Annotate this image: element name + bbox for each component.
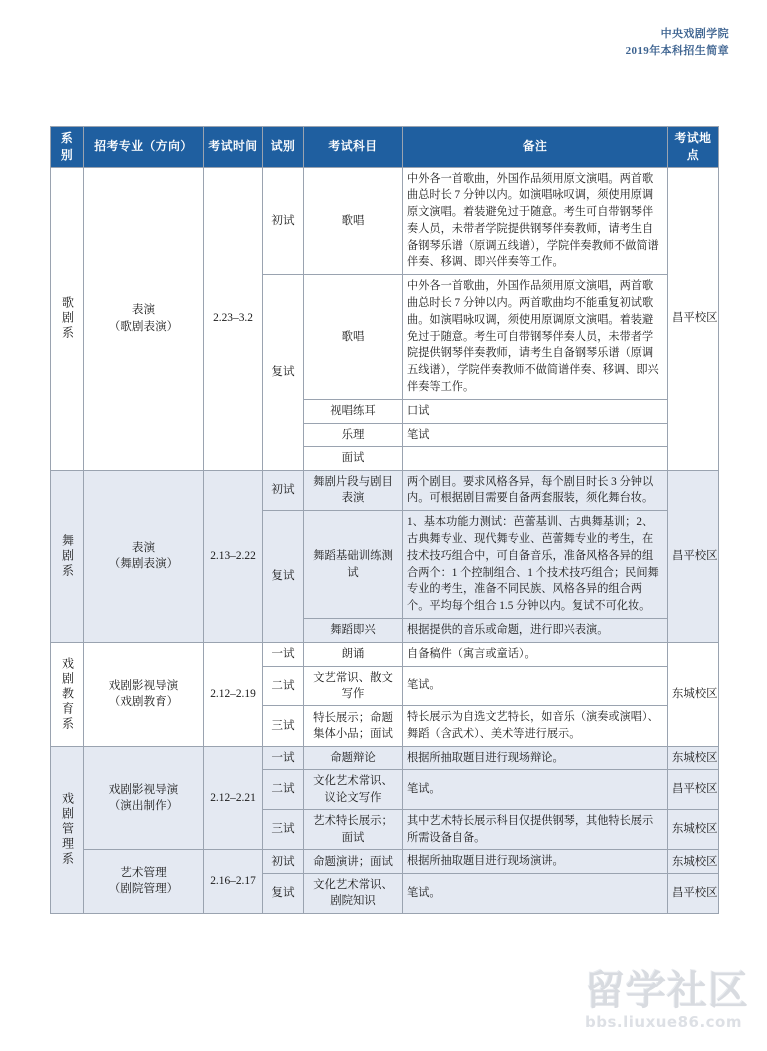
cell-remarks: 笔试。 [403,666,668,705]
cell-location: 东城校区 [668,850,719,874]
table-body [51,167,719,913]
cell-major [84,642,204,746]
cell-remarks: 根据所抽取题目进行现场辩论。 [403,746,668,770]
table-row [51,746,719,770]
major-line-2: （剧院管理） [108,882,179,896]
major-line-1: 表演 [131,540,156,554]
watermark-brand: 留学社区 [585,968,749,1014]
cell-remarks: 其中艺术特长展示科目仅提供钢琴，其他特长展示所需设备自备。 [403,809,668,850]
cell-subject: 朗诵 [304,642,403,666]
table-row [51,850,719,874]
cell-major [84,167,204,470]
major-line-1: 艺术管理 [120,865,167,879]
major-line-2: （戏剧教育） [108,695,179,709]
major-line-1: 戏剧影视导演 [108,678,179,692]
cell-remarks: 中外各一首歌曲，外国作品须用原文演唱。两首歌曲总时长 7 分钟以内。如演唱咏叹调，须使用原调原文演唱。着装避免过于随意。考生可自带钢琴伴奏人员，未带者学院提供钢琴伴奏教师，请考生自备钢琴乐谱（原调五线谱），学院伴奏教师不做简谱伴奏、移调、即兴伴奏等工作。 [403,167,668,275]
cell-major [84,746,204,850]
cell-remarks: 根据提供的音乐或命题，进行即兴表演。 [403,619,668,643]
cell-location: 东城校区 [668,746,719,770]
cell-remarks: 1、基本功能力测试：芭蕾基训、古典舞基训；2、古典舞专业、现代舞专业、芭蕾舞专业的考生，在技术技巧组合中，可自备音乐，准备风格各异的组合两个：1 个控制组合、1 个技术技巧组合；民间舞专业的考生，准备不同民族、风格各异的组合两个。平均每个组合 1.5 分钟以内。复试不可化妆。 [403,511,668,619]
cell-round: 一试 [263,642,304,666]
cell-exam-time: 2.12–2.21 [204,746,263,850]
cell-subject: 艺术特长展示；面试 [304,809,403,850]
cell-round: 初试 [263,850,304,874]
cell-subject: 文化艺术常识、议论文写作 [304,770,403,809]
major-line-2: （演出制作） [108,798,179,812]
column-header-major: 招考专业（方向） [84,127,204,168]
cell-location: 昌平校区 [668,470,719,642]
cell-department [51,642,84,746]
cell-round: 复试 [263,511,304,643]
cell-subject: 视唱练耳 [304,399,403,423]
institution-name: 中央戏剧学院 [660,28,729,40]
department-label: 戏剧教育系 [60,656,75,732]
cell-exam-time: 2.23–3.2 [204,167,263,470]
department-label: 戏剧管理系 [60,792,75,868]
cell-exam-time: 2.13–2.22 [204,470,263,642]
cell-remarks: 笔试。 [403,874,668,913]
cell-round: 一试 [263,746,304,770]
cell-subject: 命题辩论 [304,746,403,770]
column-header-department: 系别 [51,127,84,168]
cell-subject: 特长展示；命题集体小品；面试 [304,705,403,746]
major-line-2: （歌剧表演） [108,319,179,333]
cell-department [51,167,84,470]
exam-schedule-table [50,126,719,914]
major-line-1: 表演 [131,303,156,317]
cell-round: 三试 [263,809,304,850]
major-line-1: 戏剧影视导演 [108,782,179,796]
cell-round: 复试 [263,874,304,913]
major-line-2: （舞剧表演） [108,557,179,571]
cell-subject: 舞蹈基础训练测试 [304,511,403,619]
cell-subject: 歌唱 [304,275,403,400]
cell-subject: 歌唱 [304,167,403,275]
cell-subject: 文艺常识、散文写作 [304,666,403,705]
cell-major [84,850,204,913]
cell-location: 东城校区 [668,642,719,746]
cell-remarks: 根据所抽取题目进行现场演讲。 [403,850,668,874]
cell-subject: 命题演讲；面试 [304,850,403,874]
column-header-remarks: 备注 [403,127,668,168]
cell-subject: 面试 [304,447,403,470]
cell-remarks [403,447,668,470]
cell-location: 昌平校区 [668,167,719,470]
department-label: 歌剧系 [60,296,75,342]
cell-subject: 文化艺术常识、剧院知识 [304,874,403,913]
exam-schedule-table-wrapper [50,126,718,914]
cell-department [51,470,84,642]
document-title: 2019年本科招生简章 [625,45,729,58]
column-header-round: 试别 [263,127,304,168]
cell-exam-time: 2.12–2.19 [204,642,263,746]
cell-remarks: 特长展示为自选文艺特长，如音乐（演奏或演唱）、舞蹈（含武术）、美术等进行展示。 [403,705,668,746]
column-header-subject: 考试科目 [304,127,403,168]
cell-location: 东城校区 [668,809,719,850]
column-header-location: 考试地点 [668,127,719,168]
page-header [626,26,729,60]
cell-round: 初试 [263,167,304,275]
table-row [51,167,719,275]
table-header-row [51,127,719,168]
cell-remarks: 两个剧目。要求风格各异，每个剧目时长 3 分钟以内。可根据剧目需要自备两套服装，须化舞台妆。 [403,470,668,511]
cell-exam-time: 2.16–2.17 [204,850,263,913]
cell-remarks: 口试 [403,399,668,423]
cell-round: 二试 [263,770,304,809]
table-row [51,470,719,511]
table-row [51,642,719,666]
cell-subject: 乐理 [304,423,403,447]
cell-location: 昌平校区 [668,770,719,809]
cell-remarks: 自备稿件（寓言或童话）。 [403,642,668,666]
cell-round: 初试 [263,470,304,511]
cell-remarks: 中外各一首歌曲，外国作品须用原文演唱，两首歌曲总时长 7 分钟以内。两首歌曲均不能重复初试歌曲。如演唱咏叹调，须使用原调原文演唱。着装避免过于随意。考生可自带钢琴伴奏人员，未带者学院提供钢琴伴奏教师，请考生自备钢琴乐谱（原调五线谱），学院伴奏教师不做简谱伴奏、移调、即兴伴奏等工作。 [403,275,668,400]
cell-location: 昌平校区 [668,874,719,913]
cell-major [84,470,204,642]
site-watermark [585,968,761,1045]
cell-remarks: 笔试 [403,423,668,447]
cell-subject: 舞蹈即兴 [304,619,403,643]
column-header-exam-time: 考试时间 [204,127,263,168]
cell-round: 二试 [263,666,304,705]
cell-department [51,746,84,913]
cell-round: 三试 [263,705,304,746]
cell-subject: 舞剧片段与剧目表演 [304,470,403,511]
watermark-url: bbs.liuxue86.com [585,1013,742,1031]
cell-remarks: 笔试。 [403,770,668,809]
department-label: 舞剧系 [60,533,75,579]
cell-round: 复试 [263,275,304,470]
